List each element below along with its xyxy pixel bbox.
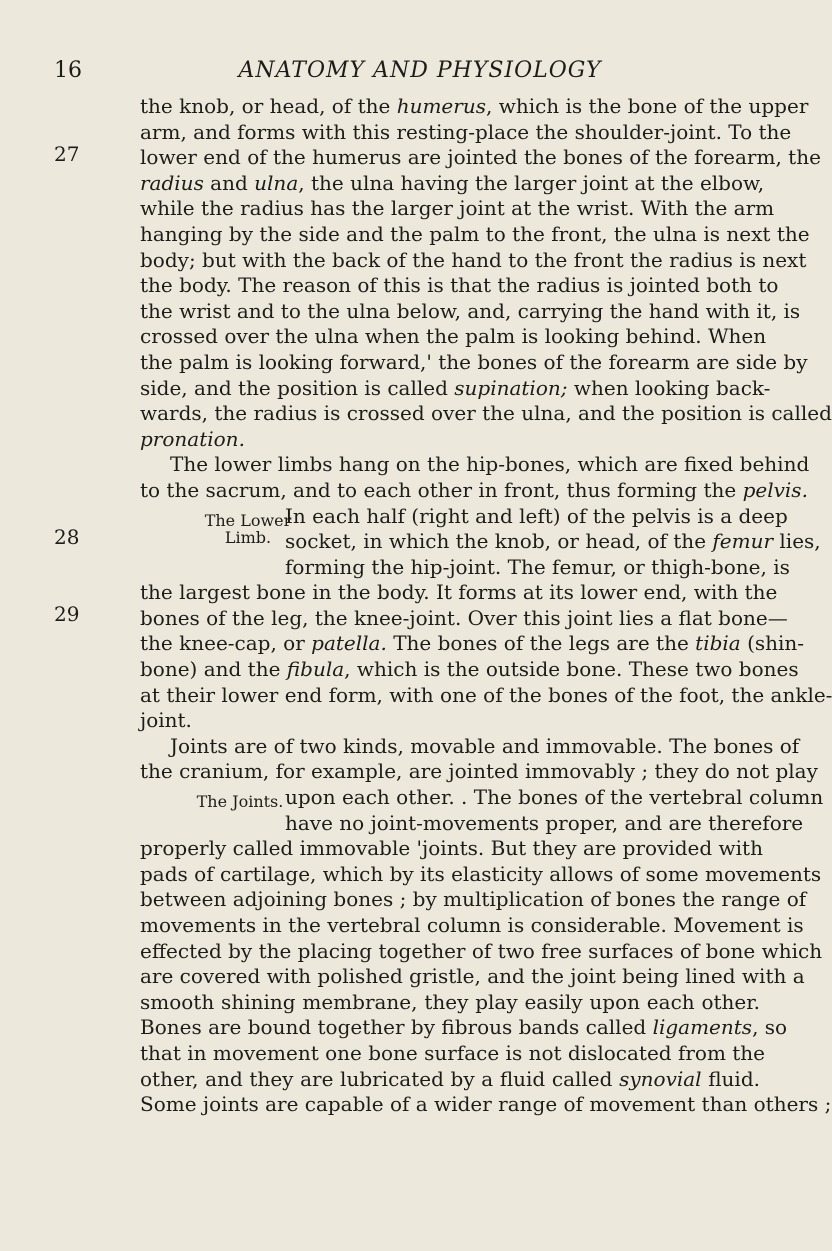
text-run: , which is the outside bone. These two bones — [344, 657, 799, 682]
text-run: between adjoining bones ; by multiplication of bones the range of — [140, 887, 807, 912]
italic-term: ligaments — [652, 1015, 753, 1040]
text-line — [140, 1092, 832, 1118]
text-line — [140, 733, 800, 760]
text-line — [140, 861, 822, 888]
text-line — [140, 580, 778, 606]
text-run: the palm is looking forward,' the bones of the forearm are side by — [140, 349, 808, 374]
text-line — [140, 913, 804, 939]
text-line — [140, 94, 809, 120]
text-run: while the radius has the larger joint at the wrist. With the arm — [140, 196, 775, 221]
text-line — [140, 631, 805, 657]
text-run: effected by the placing together of two free surfaces of bone which — [140, 938, 823, 963]
italic-term: patella. — [311, 631, 387, 656]
italic-term: radius — [140, 170, 204, 195]
text-run: that in movement one bone surface is not dislocated from the — [140, 1040, 766, 1065]
text-line — [140, 759, 818, 785]
text-run: , which is the bone of the upper — [485, 94, 809, 118]
text-run: side, and the position is called — [140, 375, 455, 400]
margin-number-28: 28 — [54, 525, 80, 549]
text-run: smooth shining membrane, they play easily upon each other. — [140, 989, 760, 1014]
text-line — [140, 477, 808, 504]
text-line — [140, 887, 807, 913]
text-line — [140, 247, 807, 274]
text-run: and — [203, 170, 255, 195]
italic-term: tibia — [695, 631, 741, 656]
italic-term: femur — [712, 529, 774, 554]
text-line — [140, 964, 805, 990]
margin-number-29: 29 — [54, 602, 80, 626]
text-line — [285, 785, 824, 811]
text-run: wards, the radius is crossed over the ulna, and the position is called — [140, 401, 832, 426]
text-run: The lower limbs hang on the hip-bones, which are fixed behind — [170, 452, 810, 477]
text-line — [140, 1040, 766, 1067]
text-run: lower end of the humerus are jointed the bones of the forearm, the — [140, 145, 821, 170]
text-run: have no joint-movements proper, and are therefore — [285, 810, 804, 835]
text-run: the wrist and to the ulna below, and, carrying the hand with it, is — [140, 298, 801, 323]
text-run: pads of cartilage, which by its elasticity allows of some movements — [140, 861, 822, 886]
text-line — [140, 836, 763, 862]
text-run: upon each other. . The bones of the vertebral column — [285, 785, 824, 810]
text-line — [140, 1015, 788, 1041]
text-line — [140, 682, 832, 709]
italic-term: supination; — [454, 375, 568, 400]
text-line — [140, 990, 760, 1016]
text-run: , the ulna having the larger joint at the elbow, — [298, 170, 765, 195]
side-note-joints: The Joints. — [196, 792, 284, 811]
text-line — [140, 605, 788, 632]
text-run: Some joints are capable of a wider range of movement than others ; — [140, 1092, 832, 1117]
text-line — [140, 196, 775, 222]
text-run: bone) and the — [140, 657, 287, 682]
side-note-lower-limb: The Lower Limb. — [204, 511, 292, 547]
text-line — [140, 427, 760, 453]
text-line — [285, 529, 821, 555]
text-run: properly called immovable 'joints. But they are provided with — [140, 836, 763, 861]
text-run: forming the hip-joint. The femur, or thigh-bone, is — [285, 554, 790, 579]
text-run: In each half (right and left) of the pelvis is a deep — [285, 503, 788, 528]
text-line — [140, 170, 765, 197]
italic-term: ulna — [254, 170, 299, 195]
running-title: ANATOMY AND PHYSIOLOGY — [238, 58, 602, 83]
text-run: the knee-cap, or — [140, 631, 312, 656]
text-run: are covered with polished gristle, and the joint being lined with a — [140, 964, 805, 989]
italic-term: pronation. — [140, 426, 245, 451]
text-run: other, and they are lubricated by a fluid called — [140, 1066, 620, 1091]
text-run: lies, — [773, 529, 821, 554]
text-line — [140, 273, 779, 299]
text-line — [140, 452, 810, 478]
italic-term: humerus — [396, 94, 486, 118]
text-line — [140, 375, 771, 402]
italic-term: fibula — [286, 657, 345, 682]
text-line — [140, 708, 760, 734]
text-run: crossed over the ulna when the palm is looking behind. When — [140, 324, 767, 349]
body-text — [140, 94, 832, 1118]
text-run: , so — [752, 1015, 788, 1040]
text-run: joint. — [140, 708, 192, 733]
text-line — [140, 221, 810, 248]
italic-term: synovial — [619, 1066, 702, 1091]
text-run: The bones of the legs are the — [386, 631, 696, 656]
text-line — [140, 938, 823, 965]
text-run: the body. The reason of this is that the radius is jointed both to — [140, 273, 779, 298]
text-run: socket, in which the knob, or head, of the — [285, 529, 713, 554]
text-run: when looking back- — [567, 375, 771, 400]
text-line — [140, 119, 792, 146]
text-line — [140, 349, 808, 376]
text-run: body; but with the back of the hand to the front the radius is next — [140, 247, 807, 272]
text-line — [285, 810, 804, 837]
text-line — [140, 145, 821, 171]
text-run: bones of the leg, the knee-joint. Over this joint lies a flat bone— — [140, 605, 788, 630]
text-run: at their lower end form, with one of the bones of the foot, the ankle- — [140, 682, 832, 707]
page-number: 16 — [54, 58, 82, 83]
text-run: to the sacrum, and to each other in front, thus forming the — [140, 477, 743, 502]
text-line — [285, 554, 790, 581]
text-run: hanging by the side and the palm to the front, the ulna is next the — [140, 221, 810, 246]
text-run: fluid. — [701, 1066, 760, 1091]
text-run: the largest bone in the body. It forms at its lower end, with the — [140, 580, 778, 605]
italic-term: pelvis. — [742, 477, 808, 502]
text-run: Bones are bound together by fibrous bands called — [140, 1015, 653, 1040]
text-run: movements in the vertebral column is considerable. Movement is — [140, 913, 804, 937]
text-run: (shin- — [740, 631, 805, 656]
text-run: arm, and forms with this resting-place the shoulder-joint. To the — [140, 119, 792, 144]
text-line — [285, 503, 788, 530]
text-run: the knob, or head, of the — [140, 94, 397, 118]
text-line — [140, 324, 767, 350]
text-line — [140, 657, 799, 683]
margin-number-27: 27 — [54, 142, 80, 166]
text-run: the cranium, for example, are jointed immovably ; they do not play — [140, 759, 818, 784]
text-line — [140, 298, 801, 325]
text-line — [140, 401, 832, 427]
text-line — [140, 1067, 760, 1093]
text-run: Joints are of two kinds, movable and immovable. The bones of — [170, 733, 800, 758]
